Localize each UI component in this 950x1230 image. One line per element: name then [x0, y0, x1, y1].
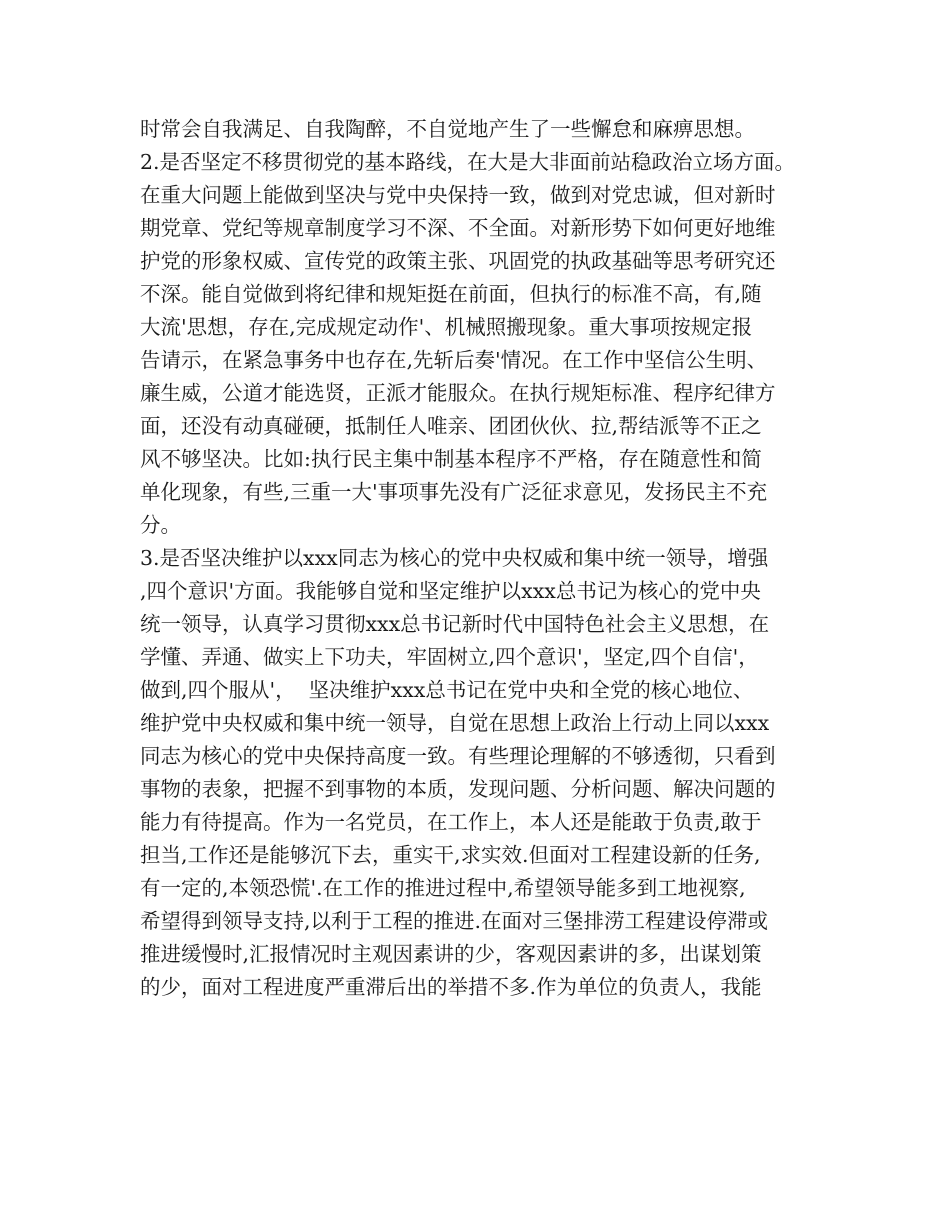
text-line: 期党章、党纪等规章制度学习不深、不全面。对新形势下如何更好地维: [140, 216, 776, 240]
text-line: 同志为核心的党中央保持高度一致。有些理论理解的不够透彻，只看到: [140, 744, 776, 768]
text-line: 统一领导，认真学习贯彻xxx总书记新时代中国特色社会主义思想，在: [140, 612, 770, 636]
text-line: 告请示，在紧急事务中也存在,先斩后奏'情况。在工作中坚信公生明、: [140, 348, 768, 372]
text-line: 护党的形象权威、宣传党的政策主张、巩固党的执政基础等思考研究还: [140, 249, 776, 273]
text-line: 学懂、弄通、做实上下功夫，牢固树立,四个意识'，坚定,四个自信'，: [140, 645, 759, 669]
text-line: 风不够坚决。比如:执行民主集中制基本程序不严格，存在随意性和简: [140, 447, 762, 471]
text-line: 分。: [140, 513, 181, 537]
text-line: 的少，面对工程进度严重滞后出的举措不多.作为单位的负责人，我能: [140, 975, 762, 999]
text-line: 单化现象，有些,三重一大'事项事先没有广泛征求意见，发扬民主不充: [140, 480, 768, 504]
text-line: 面，还没有动真碰硬，抵制任人唯亲、团团伙伙、拉,帮结派等不正之: [140, 414, 762, 438]
text-line: 时常会自我满足、自我陶醉，不自觉地产生了一些懈怠和麻痹思想。: [140, 117, 755, 141]
text-line: 大流'思想，存在,完成规定动作'、机械照搬现象。重大事项按规定报: [140, 315, 753, 339]
text-line: 事物的表象，把握不到事物的本质，发现问题、分析问题、解决问题的: [140, 777, 776, 801]
document-body: [140, 113, 820, 1004]
text-line: 维护党中央权威和集中统一领导，自觉在思想上政治上行动上同以xxx: [140, 711, 770, 735]
text-line: 希望得到领导支持,以利于工程的推进.在面对三堡排涝工程建设停滞或: [140, 909, 769, 933]
text-line: 2.是否坚定不移贯彻党的基本路线，在大是大非面前站稳政治立场方面。: [140, 150, 796, 174]
text-line: 廉生威，公道才能选贤，正派才能服众。在执行规矩标准、程序纪律方: [140, 381, 776, 405]
text-line: 不深。能自觉做到将纪律和规矩挺在前面，但执行的标准不高，有,随: [140, 282, 762, 306]
text-line: ,四个意识'方面。我能够自觉和坚定维护以xxx总书记为核心的党中央: [140, 579, 761, 603]
text-line: 有一定的,本领恐慌'.在工作的推进过程中,希望领导能多到工地视察,: [140, 876, 746, 900]
text-line: 能力有待提高。作为一名党员，在工作上，本人还是能敢于负责,敢于: [140, 810, 762, 834]
text-line: 做到,四个服从'， 坚决维护xxx总书记在党中央和全党的核心地位、: [140, 678, 754, 702]
text-line: 在重大问题上能做到坚决与党中央保持一致，做到对党忠诚，但对新时: [140, 183, 776, 207]
text-line: 推进缓慢时,汇报情况时主观因素讲的少，客观因素讲的多，出谋划策: [140, 942, 762, 966]
text-line: 3.是否坚决维护以xxx同志为核心的党中央权威和集中统一领导，增强: [140, 546, 769, 570]
text-line: 担当,工作还是能够沉下去，重实干,求实效.但面对工程建设新的任务,: [140, 843, 761, 867]
